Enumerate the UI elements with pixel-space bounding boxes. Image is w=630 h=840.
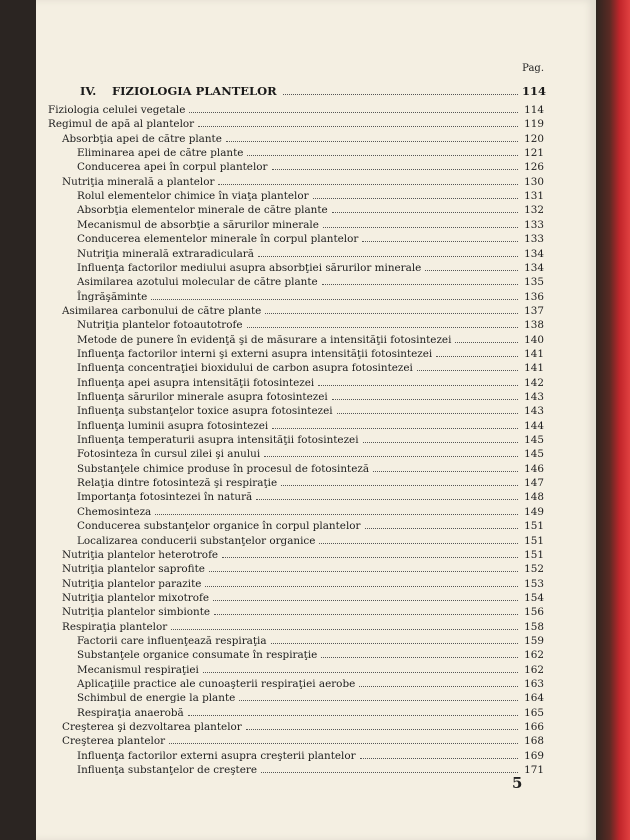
leader-dots	[213, 600, 518, 601]
toc-entry-title: Respiraţia plantelor	[62, 620, 168, 633]
toc-entry-title: Influenţa sărurilor minerale asupra fotosintezei	[77, 391, 328, 403]
leader-dots	[283, 94, 518, 95]
leader-dots	[360, 758, 518, 759]
leader-dots	[198, 126, 518, 127]
leader-dots	[246, 729, 518, 730]
toc-entry-page: 135	[524, 276, 544, 289]
leader-dots	[151, 299, 518, 300]
toc-entry	[77, 318, 544, 331]
toc-entry-page: 152	[524, 563, 544, 576]
toc-entry-page: 159	[524, 634, 544, 647]
leader-dots	[209, 571, 518, 572]
toc-entry	[77, 663, 544, 676]
toc-entry-page: 114	[524, 104, 544, 116]
toc-entry-page: 144	[524, 419, 544, 432]
toc-entry-page: 147	[524, 477, 544, 490]
toc-entry-page: 162	[524, 649, 544, 662]
leader-dots	[218, 184, 518, 185]
toc-entry-page: 133	[524, 233, 544, 246]
toc-entry-page: 168	[524, 735, 544, 748]
toc-entry	[77, 677, 544, 690]
toc-entry	[77, 419, 544, 432]
leader-dots	[265, 313, 518, 314]
toc-entry-title: Importanţa fotosintezei în natură	[77, 491, 253, 504]
toc-entry	[77, 390, 544, 403]
toc-entry-title: Substanţele organice consumate în respiraţie	[77, 649, 318, 662]
toc-entry-title: Îngrăşăminte	[77, 290, 148, 303]
toc-entry-title: Eliminarea apei de către plante	[77, 147, 244, 160]
leader-dots	[359, 686, 518, 687]
leader-dots	[214, 614, 518, 615]
leader-dots	[239, 700, 518, 701]
toc-entry-title: Localizarea conducerii substanţelor organice	[77, 534, 316, 547]
toc-entry	[77, 519, 544, 532]
leader-dots	[258, 256, 518, 257]
toc-entry	[77, 376, 544, 389]
toc-entry-page: 132	[524, 204, 544, 217]
toc-entry	[77, 347, 544, 360]
toc-entry-title: Aplicaţiile practice ale cunoaşterii respiraţiei aerobe	[77, 678, 356, 690]
toc-entry	[77, 706, 544, 719]
toc-entry-page: 130	[524, 175, 544, 188]
toc-entry	[62, 734, 544, 747]
toc-entry	[77, 462, 544, 475]
toc-entry	[77, 447, 544, 460]
toc-entry	[62, 562, 544, 575]
leader-dots	[363, 442, 518, 443]
toc-entry-title: Chemosinteza	[77, 505, 152, 518]
toc-entry-page: 140	[524, 333, 544, 346]
toc-entry-page: 145	[524, 434, 544, 447]
leader-dots	[455, 342, 518, 343]
leader-dots	[313, 198, 518, 199]
toc-entry-page: 153	[524, 577, 544, 590]
toc-entry	[77, 361, 544, 374]
toc-entry-page: 162	[524, 663, 544, 676]
leader-dots	[319, 543, 518, 544]
toc-entry-page: 134	[524, 261, 544, 274]
leader-dots	[323, 227, 518, 228]
leader-dots	[272, 428, 518, 429]
leader-dots	[264, 456, 518, 457]
toc-entry	[77, 505, 544, 518]
toc-entry	[48, 103, 544, 116]
leader-dots	[222, 557, 518, 558]
toc-entry-page: 131	[524, 190, 544, 203]
toc-entry-title: Conducerea elementelor minerale în corpul plantelor	[77, 233, 359, 246]
toc-entry	[77, 763, 544, 776]
toc-entry-page: 171	[524, 764, 544, 777]
toc-entry-title: Absorbţia apei de către plante	[62, 132, 222, 145]
toc-entry	[77, 218, 544, 231]
toc-entry-page: 137	[524, 304, 544, 317]
leader-dots	[271, 643, 518, 644]
toc-entry-page: 151	[524, 520, 544, 533]
leader-dots	[321, 657, 518, 658]
toc-entry-title: Influenţa apei asupra intensităţii fotosintezei	[77, 376, 315, 389]
leader-dots	[318, 385, 518, 386]
toc-entry-page: 121	[524, 147, 544, 160]
toc-entry-title: Mecanismul de absorbţie a sărurilor minerale	[77, 218, 319, 231]
toc-entry-title: Nutriţia plantelor heterotrofe	[62, 548, 219, 561]
toc-entry	[48, 117, 544, 130]
leader-dots	[425, 270, 518, 271]
toc-entry-title: Influenţa factorilor externi asupra creşterii plantelor	[77, 749, 356, 762]
toc-entry-title: Influenţa factorilor mediului asupra absorbţiei sărurilor minerale	[77, 261, 422, 274]
leader-dots	[171, 629, 518, 630]
toc-entry-page: 133	[524, 218, 544, 231]
leader-dots	[362, 241, 518, 242]
toc-entry-title: Factorii care influenţează respiraţia	[77, 634, 267, 647]
toc-entry-page: 134	[524, 247, 544, 260]
toc-entry-title: Respiraţia anaerobă	[77, 706, 184, 719]
leader-dots	[155, 514, 518, 515]
toc-entry-title: Nutriţia plantelor simbionte	[62, 606, 211, 619]
toc-entry-title: Conducerea apei în corpul plantelor	[77, 161, 268, 174]
toc-entry-page: 136	[524, 290, 544, 303]
toc-entry-title: Regimul de apă al plantelor	[48, 118, 195, 131]
toc-entry	[77, 490, 544, 503]
toc-entry-page: 158	[524, 620, 544, 633]
toc-entry	[77, 433, 544, 446]
toc-entry-title: Absorbţia elementelor minerale de către plante	[77, 204, 328, 217]
toc-entry-title: Creşterea şi dezvoltarea plantelor	[62, 721, 242, 734]
toc-entry-page: 146	[524, 462, 544, 475]
toc-entry	[62, 605, 544, 618]
leader-dots	[203, 672, 518, 673]
toc-entry-page: 156	[524, 606, 544, 619]
section-heading	[80, 80, 547, 98]
section-title: FIZIOLOGIA PLANTELOR	[112, 84, 277, 98]
toc-entry	[77, 275, 544, 288]
toc-entry-page: 126	[524, 161, 544, 174]
toc-entry-title: Nutriţia plantelor mixotrofe	[62, 591, 209, 604]
leader-dots	[332, 399, 518, 400]
toc-entry-page: 165	[524, 706, 544, 719]
toc-entry	[77, 146, 544, 159]
toc-entry-page: 119	[524, 118, 544, 131]
toc-entry	[62, 132, 544, 145]
toc-entry	[62, 304, 544, 317]
toc-entry-page: 142	[524, 376, 544, 389]
toc-entry-title: Schimbul de energie la plante	[77, 692, 236, 705]
toc-entry	[62, 548, 544, 561]
toc-entry-title: Nutriţia plantelor parazite	[62, 577, 202, 590]
toc-entry-page: 143	[524, 391, 544, 403]
toc-entry-page: 145	[524, 448, 544, 461]
toc-entry-page: 151	[524, 534, 544, 547]
leader-dots	[332, 212, 518, 213]
leader-dots	[337, 413, 518, 414]
section-number: IV.	[80, 84, 97, 98]
leader-dots	[261, 772, 518, 773]
toc-entry-title: Nutriţia minerală a plantelor	[62, 175, 215, 188]
toc-entry	[77, 203, 544, 216]
leader-dots	[189, 112, 518, 113]
toc-entry	[77, 534, 544, 547]
toc-entry	[77, 261, 544, 274]
leader-dots	[436, 356, 518, 357]
toc-entry	[77, 232, 544, 245]
toc-entry	[77, 247, 544, 260]
page-number: 5	[512, 774, 523, 792]
toc-entry-page: 166	[524, 721, 544, 734]
toc-entry-title: Asimilarea carbonului de către plante	[62, 304, 262, 317]
toc-entry-title: Influenţa luminii asupra fotosintezei	[77, 419, 269, 432]
toc-entry	[77, 749, 544, 762]
toc-entry-title: Influenţa substanţelor toxice asupra fotosintezei	[77, 405, 333, 418]
toc-entry-title: Influenţa temperaturii asupra intensităţii fotosintezei	[77, 434, 359, 447]
toc-entry-title: Fotosinteza în cursul zilei şi anului	[77, 448, 261, 461]
toc-entry-page: 148	[524, 491, 544, 504]
leader-dots	[247, 155, 518, 156]
toc-entry-title: Substanţele chimice produse în procesul de fotosinteză	[77, 462, 370, 475]
toc-entry-page: 141	[524, 347, 544, 360]
leader-dots	[226, 141, 518, 142]
toc-entry-title: Mecanismul respiraţiei	[77, 663, 199, 676]
toc-entry-page: 163	[524, 678, 544, 690]
toc-entry-title: Fiziologia celulei vegetale	[48, 104, 186, 116]
toc-entry	[77, 648, 544, 661]
toc-entry	[77, 476, 544, 489]
leader-dots	[256, 499, 518, 500]
leader-dots	[188, 715, 518, 716]
toc-entry-page: 138	[524, 319, 544, 332]
toc-entry	[77, 290, 544, 303]
toc-entry-title: Nutriţia plantelor fotoautotrofe	[77, 319, 243, 332]
toc-entry-page: 143	[524, 405, 544, 418]
toc-entry	[62, 175, 544, 188]
toc-entry-title: Creşterea plantelor	[62, 735, 166, 748]
toc-entry	[77, 189, 544, 202]
leader-dots	[247, 327, 518, 328]
toc-entry-page: 120	[524, 132, 544, 145]
toc-entry-page: 149	[524, 505, 544, 518]
page-column-label: Pag.	[522, 63, 544, 74]
leader-dots	[417, 370, 518, 371]
leader-dots	[281, 485, 518, 486]
toc-entry	[62, 591, 544, 604]
toc-entry	[62, 720, 544, 733]
toc-entry	[77, 333, 544, 346]
toc-entry-title: Rolul elementelor chimice în viaţa plantelor	[77, 190, 309, 203]
toc-entry-title: Influenţa substanţelor de creştere	[77, 764, 257, 777]
toc-entry	[77, 404, 544, 417]
toc-entry	[77, 634, 544, 647]
toc-entry-page: 141	[524, 362, 544, 375]
toc-entry-title: Metode de punere în evidenţă şi de măsurare a intensităţii fotosintezei	[77, 333, 452, 346]
toc-entry	[77, 691, 544, 704]
toc-entry-page: 154	[524, 591, 544, 604]
leader-dots	[205, 586, 518, 587]
toc-entry-title: Relaţia dintre fotosinteză şi respiraţie	[77, 477, 278, 490]
toc-entry	[62, 620, 544, 633]
background-edge	[596, 0, 630, 840]
leader-dots	[169, 743, 518, 744]
toc-entry-title: Influenţa factorilor interni şi externi asupra intensităţii fotosintezei	[77, 347, 433, 360]
leader-dots	[373, 471, 518, 472]
toc-entry-page: 164	[524, 692, 544, 705]
toc-entry-page: 151	[524, 548, 544, 561]
toc-entry-title: Conducerea substanţelor organice în corpul plantelor	[77, 520, 361, 533]
toc-entry	[77, 160, 544, 173]
toc-entry-title: Asimilarea azotului molecular de către plante	[77, 276, 318, 289]
section-page: 114	[522, 84, 547, 98]
leader-dots	[272, 169, 518, 170]
toc-entry-title: Influenţa concentraţiei bioxidului de carbon asupra fotosintezei	[77, 362, 413, 375]
toc-entry-title: Nutriţia minerală extraradiculară	[77, 247, 254, 260]
leader-dots	[322, 284, 518, 285]
leader-dots	[365, 528, 519, 529]
toc-entry-title: Nutriţia plantelor saprofite	[62, 563, 205, 576]
toc-entry	[62, 577, 544, 590]
toc-entry-page: 169	[524, 749, 544, 762]
